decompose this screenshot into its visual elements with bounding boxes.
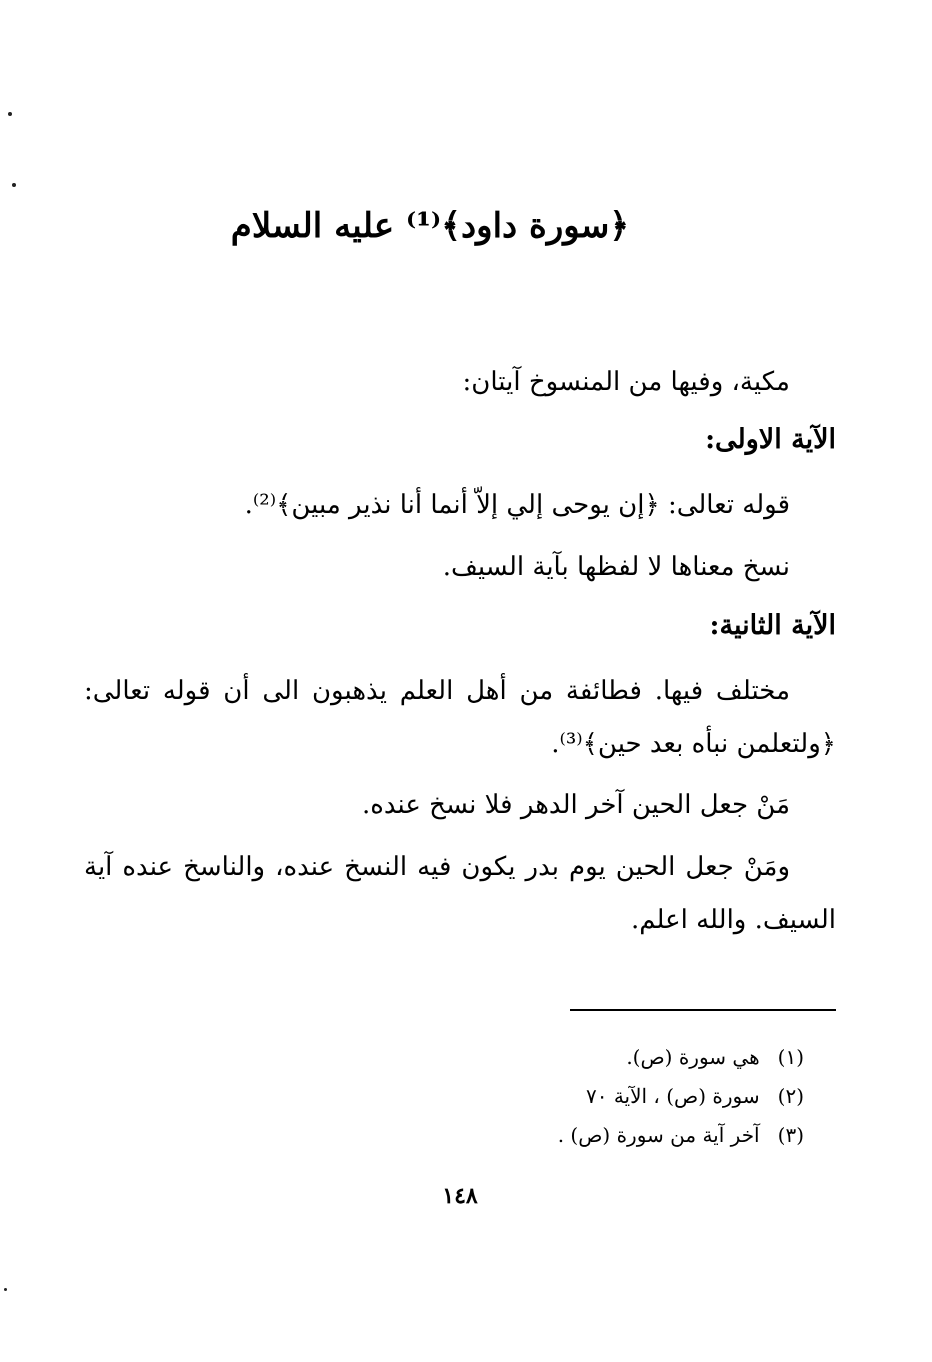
footnote-number: (١) [777, 1045, 804, 1069]
footnote-number: (٢) [777, 1084, 804, 1108]
scan-speck [12, 183, 16, 187]
footnote-separator [570, 1009, 836, 1011]
opinion-abrogation-line-1: ومَنْ جعل الحين يوم بدر يكون فيه النسخ عنده، والناسخ عنده آية [84, 852, 790, 882]
opinion-abrogation-line-2: السيف. والله اعلم. [630, 905, 836, 935]
intro-line: مكية، وفيها من المنسوخ آيتان: [462, 367, 790, 397]
scan-speck [8, 112, 12, 116]
footnote-3 [558, 1123, 804, 1147]
footnote-number: (٣) [777, 1123, 804, 1147]
surah-title: ﴿سورة داود﴾⁽¹⁾ عليه السلام [230, 206, 630, 246]
opinion-no-abrogation: مَنْ جعل الحين آخر الدهر فلا نسخ عنده. [362, 790, 790, 820]
footnote-1 [626, 1045, 804, 1069]
page-number: ١٤٨ [442, 1183, 478, 1209]
first-verse-heading: الآية الاولى: [705, 424, 836, 455]
footnote-text: هي سورة (ص). [626, 1045, 760, 1069]
footnote-2 [586, 1084, 804, 1108]
footnote-text: سورة (ص) ، الآية ٧٠ [585, 1084, 760, 1108]
second-verse-line-1: مختلف فيها. فطائفة من أهل العلم يذهبون الى أن قوله تعالى: [84, 676, 790, 706]
first-verse-quote: قوله تعالى: ﴿إن يوحى إلي إلاّ أنما أنا نذير مبين﴾⁽²⁾. [244, 490, 790, 520]
footnote-text: آخر آية من سورة (ص) . [557, 1123, 760, 1147]
first-verse-ruling: نسخ معناها لا لفظها بآية السيف. [442, 552, 790, 582]
second-verse-heading: الآية الثانية: [709, 610, 836, 641]
scan-speck [4, 1288, 7, 1291]
second-verse-line-2: ﴿ولتعلمن نبأه بعد حين﴾⁽³⁾. [551, 729, 836, 759]
